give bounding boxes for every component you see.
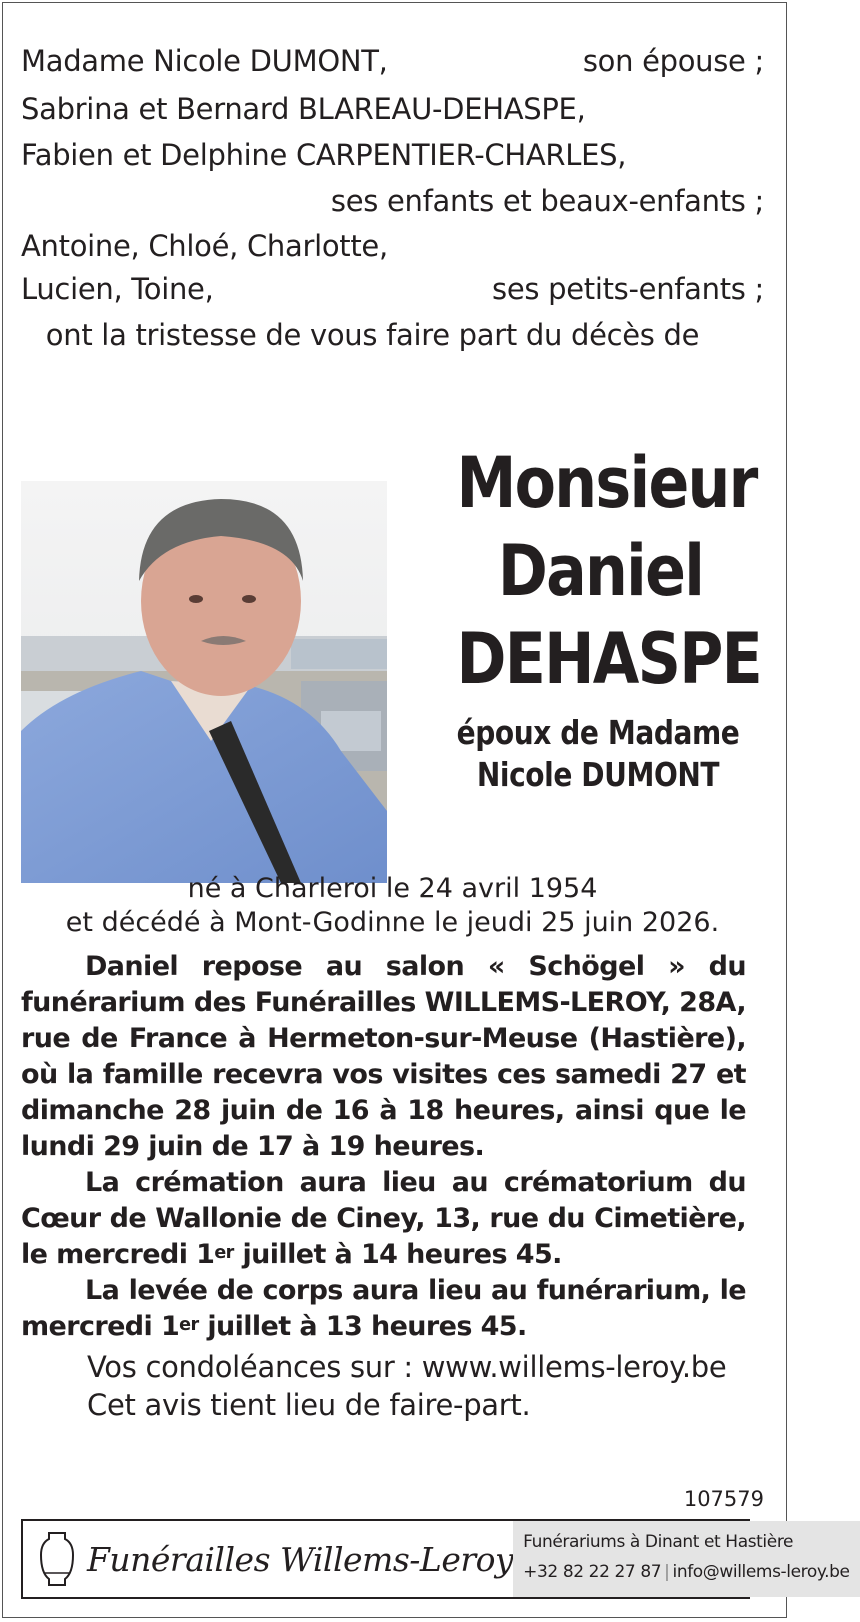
visitation-paragraph: Daniel repose au salon « Schögel » du funérarium des Funérailles WILLEMS-LEROY, 28A, rue de France à Hermeton-sur-Meuse (Hastière), où la famille recevra vos visites ces samedi 27 et dimanche 28 juin de 16 à 18 heures, ainsi que le lundi 29 juin de 17 à 19 heures. xyxy=(21,951,746,1162)
portrait-photo xyxy=(21,481,387,883)
spouse-of-line-2: Nicole DUMONT xyxy=(476,755,720,794)
spouse-of-line-1: époux de Madame xyxy=(456,713,740,752)
contact-info xyxy=(513,1521,859,1597)
deceased-title: Monsieur xyxy=(456,442,757,524)
spouse-name: Madame Nicole DUMONT, xyxy=(21,44,388,78)
death-line: et décédé à Mont-Godinne le jeudi 25 juin 2026. xyxy=(65,907,720,938)
locations: Funérariums à Dinant et Hastière xyxy=(523,1532,794,1552)
condolences-line: Vos condoléances sur : www.willems-leroy.be xyxy=(87,1350,727,1384)
levee-paragraph: La levée de corps aura lieu au funérarium, le mercredi 1er juillet à 13 heures 45. xyxy=(21,1275,746,1342)
cremation-paragraph: La crémation aura lieu au crématorium du Cœur de Wallonie de Ciney, 13, rue du Cimetière, le mercredi 1er juillet à 14 heures 45. xyxy=(21,1167,746,1270)
separator: | xyxy=(664,1562,670,1582)
notice-line: Cet avis tient lieu de faire-part. xyxy=(87,1388,531,1422)
funeral-home-banner xyxy=(21,1519,850,1599)
urn-icon xyxy=(35,1529,79,1589)
deceased-last-name: DEHASPE xyxy=(456,618,762,700)
birth-line: né à Charleroi le 24 avril 1954 xyxy=(187,873,598,904)
brand-name: Funérailles Willems-Leroy xyxy=(87,1539,514,1579)
email-link[interactable]: info@willems-leroy.be xyxy=(672,1562,850,1582)
announcement: ont la tristesse de vous faire part du décès de xyxy=(45,318,700,352)
deceased-first-name: Daniel xyxy=(497,530,704,612)
obituary-notice: Madame Nicole DUMONT, son épouse ; Sabrina et Bernard BLAREAU-DEHASPE, Fabien et Delphine CARPENTIER-CHARLES, ses enfants et beaux-enfants ; Antoine, Chloé, Charlotte, Lucien, Toine, ses petits-enfants ; ont la tristesse de vous faire part du décès de Monsieur Daniel DEHASPE époux de Madame Nicole DUMONT né à Charleroi le 24 avril 1954 et décédé à Mont-Godinne le jeudi 25 juin 2026. Daniel repose au salon « Schögel » du funérarium des Funérailles WILLEMS-LEROY, 28A, rue de France à Hermeton-sur-Meuse (Hastière), où la famille recevra vos visites ces samedi 27 et dimanche 28 juin de 16 à 18 heures, ainsi que le lundi 29 juin de 17 à 19 heures. La crémation aura lieu au crématorium du Cœur de Wallonie de Ciney, 13, rue du Cimetière, le mercredi 1er juillet à 14 heures 45. La levée de corps aura lieu au funérarium, le mercredi 1er juillet à 13 heures 45. Vos condoléances sur : www.willems-leroy.be Cet avis tient lieu de faire-part. 107579 Funérailles Willems-Leroy Funérariums à Dinant et Hastière +32 82 22 27 87 | info@willems-leroy.be xyxy=(2,2,787,1618)
spouse-role: son épouse ; xyxy=(582,44,764,78)
reference-number: 107579 xyxy=(683,1487,764,1511)
phone[interactable]: +32 82 22 27 87 xyxy=(523,1562,662,1582)
funeral-home-brand xyxy=(23,1521,513,1597)
